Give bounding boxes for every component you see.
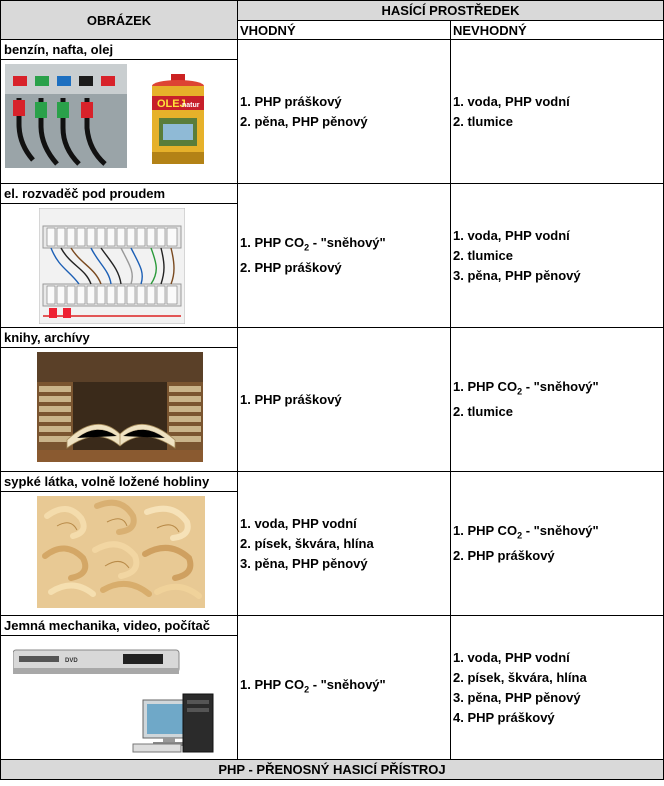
header-unsuitable: NEVHODNÝ [451, 21, 664, 40]
list-item: 2. písek, škvára, hlína [240, 535, 374, 551]
list-item: 2. PHP práškový [240, 259, 342, 275]
list-item: 1. voda, PHP vodní [240, 515, 357, 531]
list-item: 3. pěna, PHP pěnový [240, 555, 368, 571]
header-image: OBRÁZEK [1, 1, 238, 40]
unsuitable-cell [451, 328, 664, 472]
list-item [453, 377, 663, 402]
electronics-image-cell [1, 636, 238, 760]
wood-shavings-image-cell [1, 492, 238, 616]
row-label: benzín, nafta, olej [1, 40, 238, 60]
unsuitable-cell [451, 616, 664, 760]
switchboard-image-cell [1, 204, 238, 328]
co2-prefix: 1. PHP CO [453, 379, 518, 395]
co2-subscript: 2 [517, 386, 523, 397]
header-suitable: VHODNÝ [238, 21, 451, 40]
row-label: knihy, archívy [1, 328, 238, 348]
co2-prefix: 1. PHP CO [240, 235, 305, 251]
list-item: 3. pěna, PHP pěnový [453, 267, 581, 283]
list-item: 4. PHP práškový [453, 709, 555, 725]
unsuitable-cell [451, 40, 664, 184]
co2-prefix: 1. PHP CO [240, 677, 305, 693]
co2-suffix: - "sněhový" [309, 677, 386, 693]
co2-subscript: 2 [517, 530, 523, 541]
suitable-cell [238, 616, 451, 760]
switchboard-image [39, 208, 185, 324]
co2-suffix: - "sněhový" [522, 523, 599, 539]
wood-shavings-image [37, 496, 205, 608]
list-item: 2. pěna, PHP pěnový [240, 113, 368, 129]
co2-subscript: 2 [304, 242, 310, 253]
oil-can-image [149, 74, 207, 166]
header-agent: HASÍCÍ PROSTŘEDEK [238, 1, 664, 21]
list-item: 1. PHP práškový [240, 93, 342, 109]
list-item: 1. PHP práškový [240, 391, 342, 407]
footer-note: PHP - PŘENOSNÝ HASICÍ PŘÍSTROJ [1, 760, 664, 780]
list-item: 2. PHP práškový [453, 547, 555, 563]
fuel-image-cell [1, 60, 238, 184]
list-item: 1. voda, PHP vodní [453, 93, 570, 109]
co2-prefix: 1. PHP CO [453, 523, 518, 539]
co2-suffix: - "sněhový" [522, 379, 599, 395]
row-label: Jemná mechanika, video, počítač [1, 616, 238, 636]
suitable-cell [238, 328, 451, 472]
suitable-cell [238, 472, 451, 616]
electronics-image [13, 638, 225, 756]
suitable-cell [238, 184, 451, 328]
oil-can-label: OLEJ [157, 98, 186, 110]
oil-can-sublabel: natur [182, 102, 200, 109]
list-item [240, 233, 450, 258]
unsuitable-cell [451, 472, 664, 616]
list-item [453, 521, 663, 546]
list-item: 1. voda, PHP vodní [453, 649, 570, 665]
list-item: 2. tlumice [453, 403, 513, 419]
books-image [37, 352, 203, 462]
row-label: el. rozvaděč pod proudem [1, 184, 238, 204]
co2-suffix: - "sněhový" [309, 235, 386, 251]
list-item [240, 675, 450, 700]
co2-subscript: 2 [304, 684, 310, 695]
list-item: 3. pěna, PHP pěnový [453, 689, 581, 705]
row-label: sypké látka, volně ložené hobliny [1, 472, 238, 492]
list-item: 2. tlumice [453, 247, 513, 263]
suitable-cell [238, 40, 451, 184]
list-item: 2. písek, škvára, hlína [453, 669, 587, 685]
list-item: 1. voda, PHP vodní [453, 227, 570, 243]
books-image-cell [1, 348, 238, 472]
list-item: 2. tlumice [453, 113, 513, 129]
dvd-logo: DVD [65, 658, 78, 664]
fuel-pump-image [5, 64, 127, 168]
unsuitable-cell [451, 184, 664, 328]
